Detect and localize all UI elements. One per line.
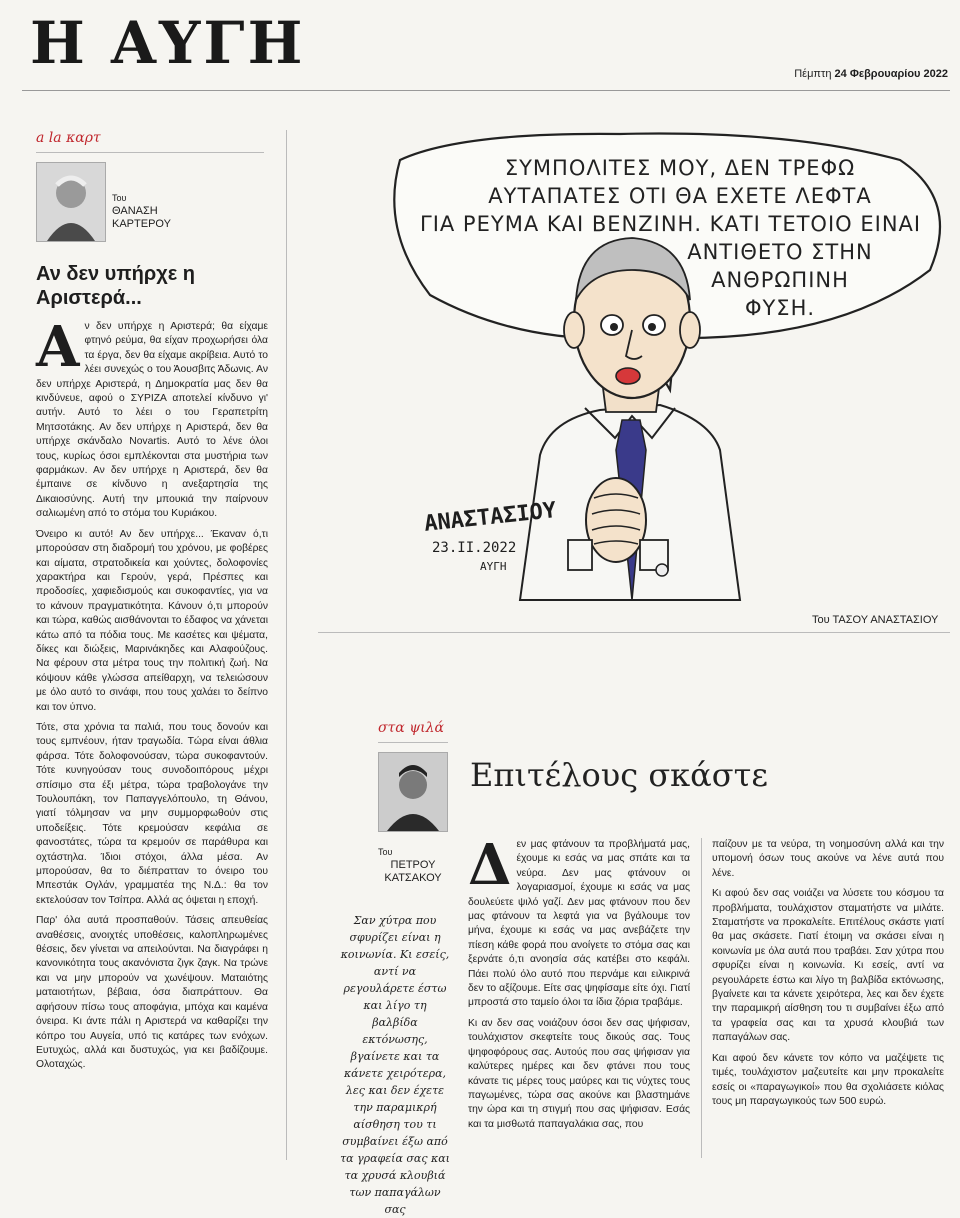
left-byline-prefix: Του <box>112 193 127 203</box>
cartoon-credit-prefix: Του <box>812 614 830 626</box>
speech-line: ΑΝΤΙΘΕΤΟ ΣΤΗΝ <box>687 240 873 264</box>
cartoon-signature-date: 23.II.2022 <box>432 540 517 556</box>
left-paragraph-3: Τότε, στα χρόνια τα παλιά, που τους δονούν και τους εμπνέουν, ήταν τραγωδία. Τώρα είναι άθλια φάρσα. Τότε δολοφονούσαν, τώρα συκοφαντούν. Τότε κυνηγούσαν τους συνοδοιπόρους μέχρι σπίσιμο στα έξι μέτρα, τώρα τραβολογάνε την Τουλουπάκη, τον Παπαγγελόπουλο, τη Θάνου, γιατί τόλμησαν να μην συμμορφωθούν στις υποδείξεις. Τότε κρεμούσαν κεφάλια σε φανοστάτες, τώρα τα κρεμούν σε παράθυρα και οχτάστηλα. Ίδιοι στόχοι, άλλα μέσα. Αν μπορούσαν, θα το διέπρατταν το όνειρο του Μπεστάκ Ογλάν, γραμματέα της Ν.Δ.: θα τον εκτελούσαν τον Τσίπρα. Αλλά ας όψεται η εποχή. <box>36 721 268 906</box>
left-paragraph-4: Παρ' όλα αυτά προσπαθούν. Τάσεις απευθείας αναθέσεις, ανοιχτές υποθέσεις, καλοπληρωμένες θέσεις, δεν γίνεται να απειλούνται. Να διαγράφει η κανονικότητα τους ακανόνιστα ζιγκ ζαγκ. Να τρώνε και να μην μπορούν να χωνέψουν. Ματαιότης ματαιοτήτων, βέβαια, όσα διαπράττουν. Θα αφήσουν πίσω τους αποφάγια, μπόχα και καμένα όνειρα. Κι άντε πάλι η Αριστερά να καθαρίζει την κόπρο του Αυγεία, υπό τις κατάρες των ενόχων. Ευτυχώς, αλλά και δυστυχώς, για κει βαδίζουμε. Ολοταχώς. <box>36 915 268 1071</box>
left-section-label: a la καρτ <box>36 130 101 146</box>
date-weekday: Πέμπτη <box>794 68 832 80</box>
right-article-col2 <box>712 838 944 1115</box>
left-paragraph-2: Όνειρο κι αυτό! Αν δεν υπήρχε... Έκαναν ό,τι μπορούσαν στη διαδρομή του χρόνου, με φοβέρες και αίματα, στρατοδικεία και χούντες, δολοφονίες χαρακτήρα και Γερούν, γερά, Πρέσπες και προδοσίες, χαφιεδισμούς και συκοφαντίες, για να το κάνουν πραγματικότητα. Κάνουν ό,τι μπορούν και τώρα, καθώς αισθάνονται το έδαφος να χάνεται κάτω από τα πόδια τους. Με κασέτες και ψέματα, δίκες και διώξεις, Μαρινάκηδες και Αλαφούζους. Να φέρουν στα μέτρα τους την πολιτική ζωή. Να κόψουν κάθε γλώσσα απείθαρχη, να τελειώσουν με όλο αυτό το σινάφι, που τους χαλάει το δείπνο και τον ύπνο. <box>36 528 268 713</box>
cartoon-bottom-rule <box>318 632 950 633</box>
right-author-name: ΠΕΤΡΟΥ ΚΑΤΣΑΚΟΥ <box>384 859 442 884</box>
right-headline: Επιτέλους σκάστε <box>470 756 768 794</box>
left-paragraph-1-text: ν δεν υπήρχε η Αριστερά; θα είχαμε φτηνό ρεύμα, θα είχαν προχωρήσει όλα τα έργα, δεν θα είχαμε ακρίβεια. Αυτό το λέει συνεχώς ο του Άουσβιτς Άδωνις. Αν δεν υπήρχε Αριστερά, η Δημοκρατία μας δεν θα κινδύνευε, αφού ο ΣΥΡΙΖΑ αποτελεί κίνδυνο γι' αυτήν. Αυτό το λέει ο του Γεραπετρίτη Μητσοτάκης. Αν δεν υπήρχε η Αριστερά, δεν θα υπήρχε σκάνδαλο Novartis. Αυτό το λένε όλοι τους, κυρίως όσοι εμπλέκονται στα μυστήρια των φαρμάκων. Αν δεν υπήρχε η Αριστερά, δεν θα έμπαινε σε κίνδυνο η ανεξαρτησία της Δικαιοσύνης. Αυτή την μπουκιά την παίρνουν σαλιωμένη από το στόμα του Κυριάκου. <box>36 321 268 520</box>
left-author-name: ΘΑΝΑΣΗ ΚΑΡΤΕΡΟΥ <box>112 205 171 230</box>
cartoon-credit-name: ΤΑΣΟΥ ΑΝΑΣΤΑΣΙΟΥ <box>832 614 939 626</box>
author-photo-karteros <box>36 162 106 242</box>
right-paragraph-4: Κι αφού δεν σας νοιάζει να λύσετε του κόσμου τα προβλήματα, τουλάχιστον σταματήστε να μιλάτε. Σταματήστε να προκαλείτε. Επιτέλους σκάστε γιατί θα μας σκάσετε. Γιατί έτοιμη να σκάσει είναι η κοινωνία με όλα αυτά που τραβάει. Σαν χύτρα που σφυρίζει είναι η κοινωνία. Κι εσείς, αντί να ρεγουλάρετε έστω και λίγο τη βαλβίδα εκτόνωσης, βγαίνετε και τα κάνετε χειρότερα, λες και δεν έχετε την παραμικρή αίσθηση του τι συμβαίνει έξω από τα γραφεία σας και τα χρυσά κλουβιά των παπαγάλων σας. <box>712 888 944 1044</box>
cartoon-credit <box>812 614 938 626</box>
speech-line: ΑΝΘΡΩΠΙΝΗ <box>711 268 849 292</box>
left-section-rule <box>36 152 264 153</box>
right-paragraph-2: Κι αν δεν σας νοιάζουν όσοι δεν σας ψήφισαν, τουλάχιστον σκεφτείτε τους δικούς σας. Τους ψηφοφόρους σας. Αυτούς που σας ψήφισαν για καλύτερες ημέρες και δεν φτάνει που τους κάνατε τις μέρες τους μαύρες και τις νύχτες τους παγωμένες, τώρα σας ακούνε και βλαστημάνε την ώρα και τη στιγμή που σας ψήφισαν. Εσάς και τα μισθωτά παπαγαλάκια σας, που <box>468 1017 690 1130</box>
speech-line: ΑΥΤΑΠΑΤΕΣ ΟΤΙ ΘΑ ΕΧΕΤΕ ΛΕΦΤΑ <box>488 184 872 208</box>
cartoon-signature-paper: ΑΥΓΗ <box>480 560 507 573</box>
right-paragraph-1-text: εν μας φτάνουν τα προβλήματά μας, έχουμε κι εσάς να μας σπάτε και τα νεύρα. Δεν μας φτάνουν οι λογαριασμοί, έχουμε κι εσάς να μας δουλεύετε ψιλό γαζί. Δεν μας φτάνουν που δεν μας φτάνουν τα λεφτά για να βγάλουμε τον μήνα, έχουμε κι εσάς να μας ανεβάζετε την πίεση κάθε φορά που ανοίγετε το στόμα σας και ξερνάτε ό,τι ανοησία σάς κατέβει στο κεφάλι. Πάει πολύ όλο αυτό που περνάμε και ειλικρινά δεν το αξίζουμε. Είτε σας ψηφίσαμε είτε όχι. Γιατί μπροστά στο ταμείο όλοι τα ίδια ζόρια τραβάμε. <box>468 839 690 1009</box>
pull-quote: Σαν χύτρα που σφυρίζει είναι η κοινωνία. Κι εσείς, αντί να ρεγουλάρετε έστω και λίγο τη βαλβίδα εκτόνωσης, βγαίνετε και τα κάνετε χειρότερα, λες και δεν έχετε την παραμικρή αίσθηση του τι συμβαίνει έξω από τα γραφεία σας και τα χρυσά κλουβιά των παπαγάλων σας <box>340 914 450 1216</box>
column-divider-left <box>286 130 287 1160</box>
speech-line: ΓΙΑ ΡΕΥΜΑ ΚΑΙ ΒΕΝΖΙΝΗ. ΚΑΤΙ ΤΕΤΟΙΟ ΕΙΝΑΙ <box>420 212 922 236</box>
masthead-rule <box>22 90 950 91</box>
column-divider-right <box>701 838 702 1158</box>
speech-bubble-text <box>420 154 922 322</box>
issue-date <box>794 68 948 80</box>
right-section-rule <box>378 742 448 743</box>
left-article-body <box>36 314 268 1079</box>
masthead-title: Η ΑΥΓΗ <box>30 9 306 77</box>
speech-line: ΣΥΜΠΟΛΙΤΕΣ ΜΟΥ, ΔΕΝ ΤΡΕΦΩ <box>504 156 856 180</box>
cartoon-panel <box>370 120 950 610</box>
left-dropcap: Α <box>36 314 80 380</box>
right-dropcap: Δ <box>468 832 512 898</box>
right-paragraph-1 <box>468 832 690 1011</box>
speech-line: ΦΥΣΗ. <box>744 296 816 320</box>
right-paragraph-3: παίζουν με τα νεύρα, τη νοημοσύνη αλλά και την υπομονή όσων τους ακούνε να λένε αυτά που λένε. <box>712 839 944 879</box>
right-paragraph-5: Και αφού δεν κάνετε τον κόπο να μαζέψετε τις τιμές, τουλάχιστον μαζευτείτε και μην προκαλείτε εσείς οι «παραγωγικοί» που θα σχολιάσετε κιόλας τους μη παραγωγικούς των 500 ευρώ. <box>712 1052 944 1107</box>
left-headline: Αν δεν υπήρχε η Αριστερά... <box>36 263 196 309</box>
author-photo-katsakos <box>378 752 448 832</box>
left-byline <box>112 192 202 231</box>
right-byline-prefix: Του <box>378 847 393 857</box>
cartoon-signature: ΑΝΑΣΤΑΣΙΟΥ <box>423 498 558 537</box>
left-paragraph-1 <box>36 314 268 522</box>
right-byline <box>378 846 448 885</box>
right-article-col1 <box>468 832 690 1138</box>
date-value: 24 Φεβρουαρίου 2022 <box>834 68 948 80</box>
right-section-label: στα ψιλά <box>378 720 445 736</box>
